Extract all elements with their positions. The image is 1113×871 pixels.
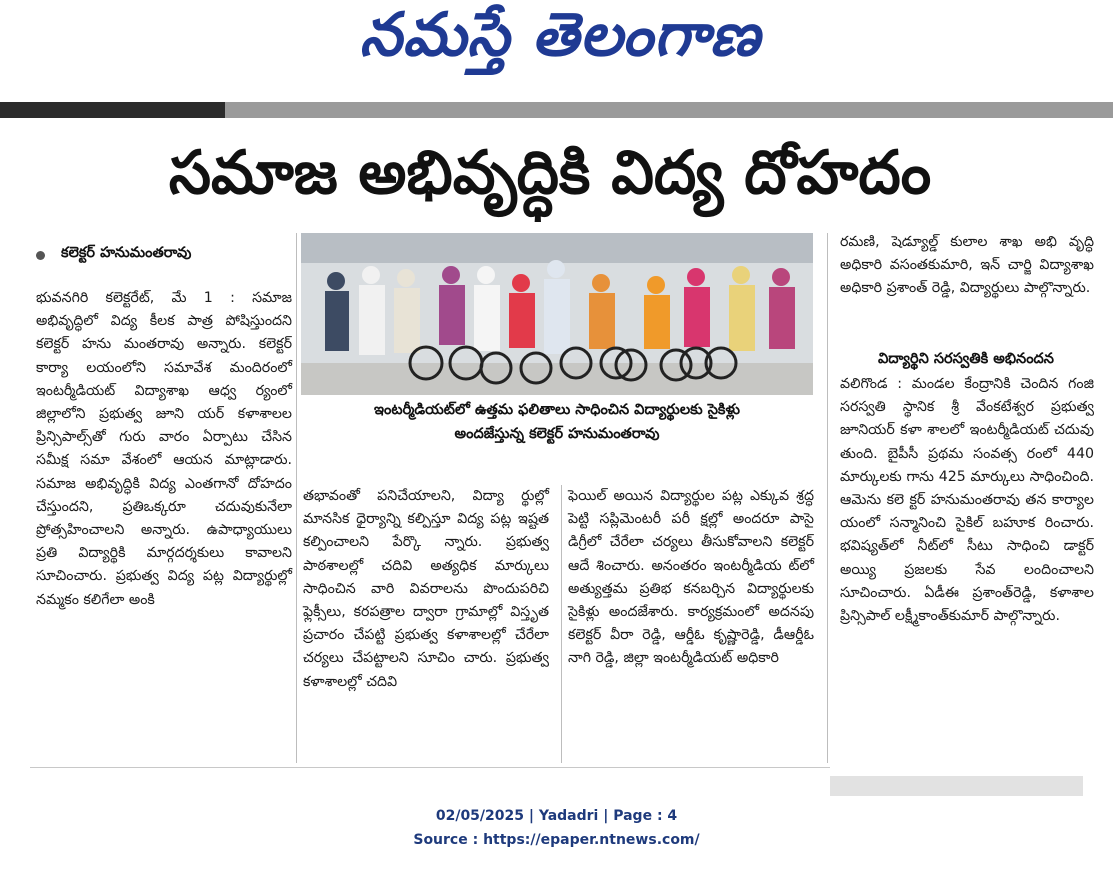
byline-text: కలెక్టర్ హనుమంతరావు [61,245,192,261]
article-column-1 [36,287,292,612]
caption-line-1: ఇంటర్మీడియట్‌లో ఉత్తమ ఫలితాలు సాధించిన విద్యార్థులకు సైకిళ్లు [374,402,740,418]
column-divider-2 [561,485,562,763]
article-column-4-top [840,231,1094,301]
newspaper-masthead [300,0,820,80]
column-divider-3 [827,233,828,763]
article-byline [36,243,286,267]
article-photo [301,233,813,395]
column-1-text: భువనగిరి కలెక్టరేట్, మే 1 : సమాజ అభివృద్ధిలో విద్య కీలక పాత్ర పోషిస్తుందని కలెక్టర్ హను మంతరావు అన్నారు. కలెక్టర్ కార్యా లయంలోని సమావేశ మందిరంలో ఇంటర్మీడియట్ విద్యాశాఖ ఆధ్వ ర్యంలో జిల్లాలోని ప్రభుత్వ జూని యర్ కళాశాలల ప్రిన్సిపాల్స్‌తో గురు వారం ఏర్పాటు చేసిన సమీక్ష సమా వేశంలో ఆయన మాట్లాడారు. సమాజ అభివృద్ధికి విద్య ఎంతగానో దోహదం చేస్తుందని, ప్రతిఒక్కరూ చదువుకునేలా ప్రోత్సహించాలని అన్నారు. ఉపాధ్యాయులు ప్రతి విద్యార్థికి మార్గదర్శకులు కావాలని సూచించారు. ప్రభుత్వ విద్య పట్ల విద్యార్థుల్లో నమ్మకం కలిగేలా అంకి [36,290,292,608]
column-4-top-text: రమణి, షెడ్యూల్డ్ కులాల శాఖ అభి వృద్ధి అధికారి వసంతకుమారి, ఇన్ చార్జి విద్యాశాఖ అధికారి ప్రశాంత్ రెడ్డి, విద్యార్థులు పాల్గొన్నారు. [840,234,1094,297]
photo-illustration [301,233,813,395]
subhead-text: విద్యార్థిని సరస్వతికి అభినందన [878,351,1054,367]
column-4-bottom-text: వలిగొండ : మండల కేంద్రానికి చెందిన గంజి సరస్వతి స్థానిక శ్రీ వేంకటేశ్వర ప్రభుత్వ జూనియర్ కళా శాలలో ఇంటర్మీడియట్ చదువు తుంది. బైపీసీ ప్రథమ సంవత్స రంలో 440 మార్కులకు గాను 425 మార్కులు సాధించింది. ఆమెను కలె క్టర్ హనుమంతరావు తన కార్యాల యంలో సన్మానించి సైకిల్ బహూక రించారు. భవిష్యత్‌లో నీట్‌లో సీటు సాధించి డాక్టర్ అయ్యి ప్రజలకు సేవ లందించాలని సూచించారు. ఏడీఈ ప్రశాంత్‌రెడ్డి, కళాశాల ప్రిన్సిపాల్ లక్ష్మీకాంత్‌కుమార్ పాల్గొన్నారు. [840,376,1094,625]
bottom-rule [30,767,830,768]
page-meta: 02/05/2025 | Yadadri | Page : 4 [435,808,678,824]
sub-headline [836,347,1096,371]
headline-text: సమాజ అభివృద్ధికి విద్య దోహదం [168,138,932,208]
column-2-text: తభావంతో పనిచేయాలని, విద్యా ర్థుల్లో మానసిక ధైర్యాన్ని కల్పిస్తూ విద్య పట్ల ఇష్టత కల్పించాలని పేర్కొ న్నారు. ప్రభుత్వ పాఠశాలల్లో చదివి అత్యధిక మార్కులు సాధించిన వారి వివరాలను పొందుపరిచి ఫ్లెక్సీలు, కరపత్రాల ద్వారా గ్రామాల్లో విస్తృత ప్రచారం చేపట్టి ప్రభుత్వ కళాశాలల్లో చేరేలా చర్యలు చేపట్టాలని సూచిం చారు. ప్రభుత్వ కళాశాలల్లో చదివి [303,488,549,690]
column-3-text: ఫెయిల్ అయిన విద్యార్థుల పట్ల ఎక్కువ శ్రద్ధ పెట్టి సప్లిమెంటరీ పరీ క్షల్లో అందరూ పాసై డిగ్రీలో చేరేలా చర్యలు తీసుకోవాలని కలెక్టర్ ఆదే శించారు. అనంతరం ఇంటర్మీడియ ట్‌లో అత్యుత్తమ ప్రతిభ కనబర్చిన విద్యార్థులకు సైకిళ్లు అందజేశారు. కార్యక్రమంలో అదనపు కలెక్టర్ వీరా రెడ్డి, ఆర్డీఓ కృష్ణారెడ్డి, డీఆర్డీఓ నాగి రెడ్డి, జిల్లా ఇంటర్మీడియట్ అధికారి [568,488,814,667]
source-link[interactable]: Source : https://epaper.ntnews.com/ [413,832,700,848]
article-column-4-bottom [840,373,1094,628]
photo-caption [301,398,813,462]
column-divider-1 [296,233,297,763]
caption-line-2: అందజేస్తున్న కలెక్టర్ హనుమంతరావు [454,426,660,442]
header-band-grey [225,102,1113,118]
header-band-dark [0,102,225,118]
article-column-3 [568,485,814,671]
masthead-title: నమస్తే తెలంగాణ [359,0,761,70]
bullet-icon [36,251,45,260]
article-column-2 [303,485,549,694]
article-headline [60,138,1040,222]
next-article-teaser [830,776,1083,796]
